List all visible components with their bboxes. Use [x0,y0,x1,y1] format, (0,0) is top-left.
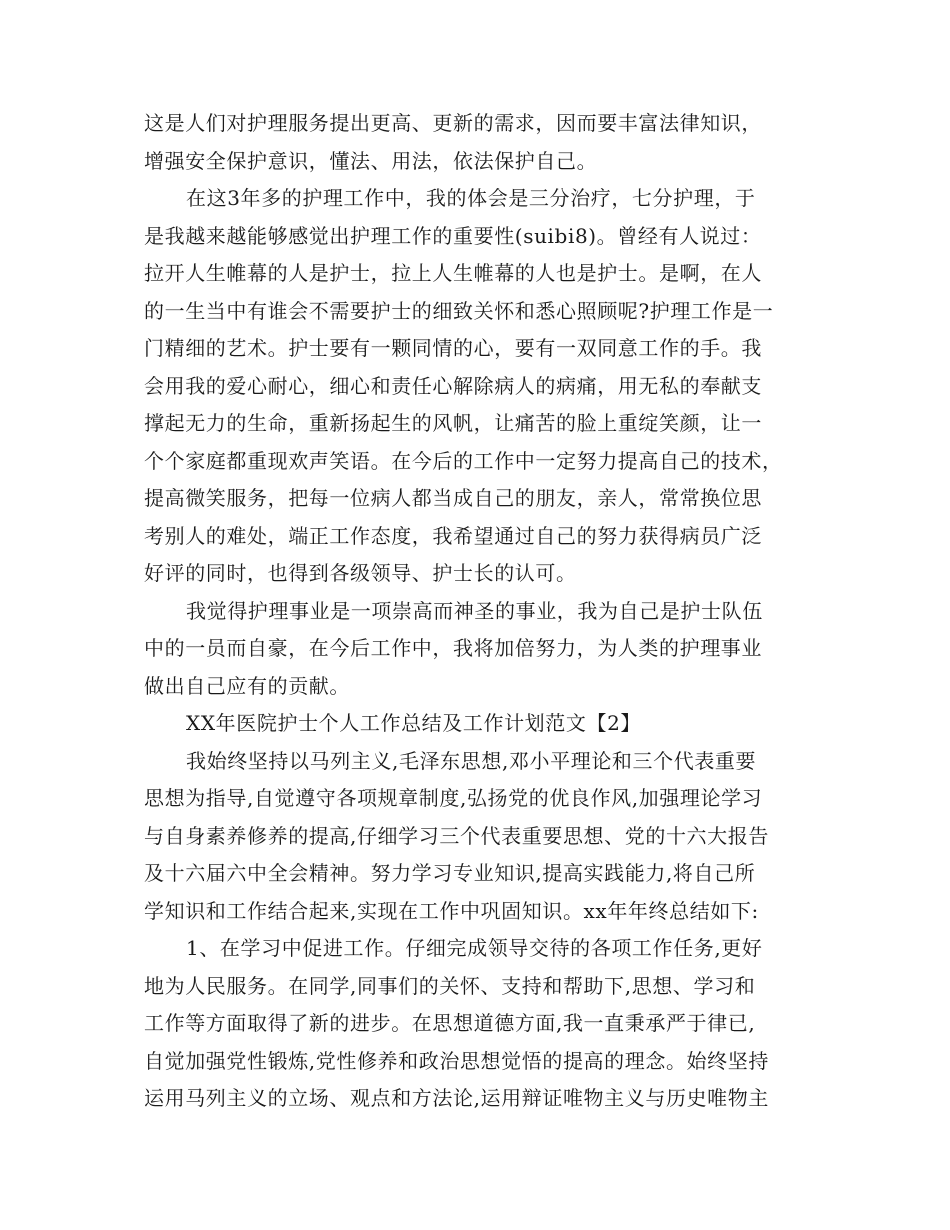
text-line: 会用我的爱心耐心，细心和责任心解除病人的病痛，用无私的奉献支 [144,373,762,398]
text-line: 提高微笑服务，把每一位病人都当成自己的朋友，亲人，常常换位思 [144,486,762,510]
text-line: 思想为指导,自觉遵守各项规章制度,弘扬党的优良作风,加强理论学习 [144,786,763,810]
paragraph-start-line: 在这3年多的护理工作中，我的体会是三分治疗，七分护理，于 [186,186,756,210]
paragraph-start-line: 1、在学习中促进工作。仔细完成领导交待的各项工作任务,更好 [186,936,763,960]
text-line: 好评的同时，也得到各级领导、护士长的认可。 [144,561,577,585]
text-line: 门精细的艺术。护士要有一颗同情的心，要有一双同意工作的手。我 [144,336,762,360]
text-line: 这是人们对护理服务提出更高、更新的需求，因而要丰富法律知识， [144,111,762,135]
text-line: 增强安全保护意识，懂法、用法，依法保护自己。 [144,148,598,173]
text-line: 拉开人生帷幕的人是护士，拉上人生帷幕的人也是护士。是啊，在人 [144,261,762,285]
paragraph-start-line: 我始终坚持以马列主义,毛泽东思想,邓小平理论和三个代表重要 [186,748,757,773]
text-line: 的一生当中有谁会不需要护士的细致关怀和悉心照顾呢?护理工作是一 [144,298,774,323]
text-line: 学知识和工作结合起来,实现在工作中巩固知识。xx年年终总结如下: [144,898,759,923]
text-line: 是我越来越能够感觉出护理工作的重要性(suibi8)。曾经有人说过： [144,223,762,248]
document-body [144,105,806,1118]
section-heading: XX年医院护士个人工作总结及工作计划范文【2】 [186,711,642,735]
text-line: 自觉加强党性锻炼,党性修养和政治思想觉悟的提高的理念。始终坚持 [144,1048,769,1073]
text-line: 及十六届六中全会精神。努力学习专业知识,提高实践能力,将自己所 [144,861,756,885]
text-line: 中的一员而自豪，在今后工作中，我将加倍努力，为人类的护理事业 [144,636,762,660]
text-line: 工作等方面取得了新的进步。在思想道德方面,我一直秉承严于律已, [144,1011,756,1035]
text-line: 运用马列主义的立场、观点和方法论,运用辩证唯物主义与历史唯物主 [144,1086,769,1110]
text-line: 做出自己应有的贡献。 [144,673,350,698]
text-line: 个个家庭都重现欢声笑语。在今后的工作中一定努力提高自己的技术， [144,448,783,473]
text-line: 地为人民服务。在同学,同事们的关怀、支持和帮助下,思想、学习和 [144,973,756,998]
text-line: 考别人的难处，端正工作态度，我希望通过自己的努力获得病员广泛 [144,523,762,548]
text-line: 撑起无力的生命，重新扬起生的风帆，让痛苦的脸上重绽笑颜，让一 [144,411,762,435]
paragraph-start-line: 我觉得护理事业是一项崇高而神圣的事业，我为自己是护士队伍 [186,598,763,623]
text-line: 与自身素养修养的提高,仔细学习三个代表重要思想、党的十六大报告 [144,823,769,848]
